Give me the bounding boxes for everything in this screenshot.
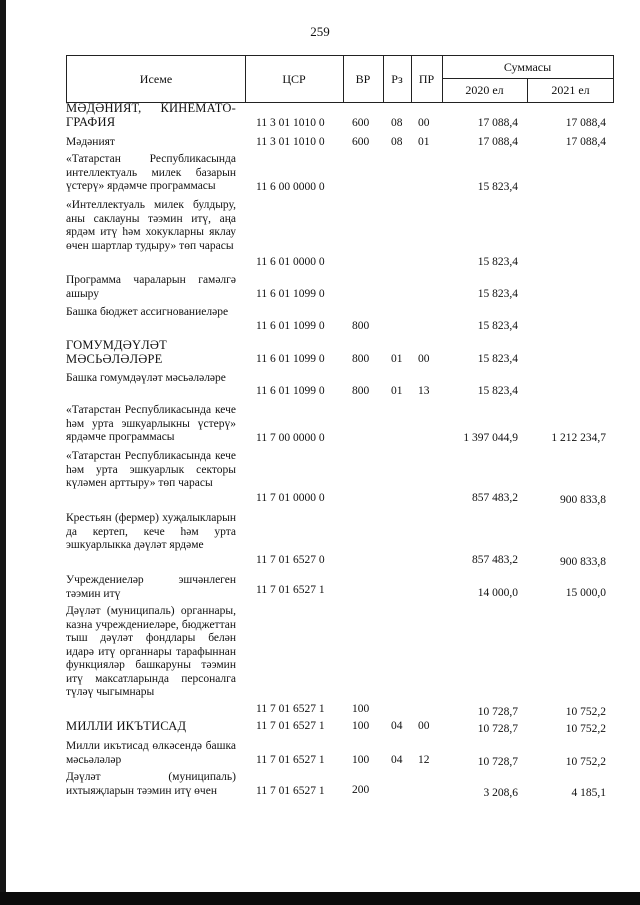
row-pr: 00 xyxy=(418,353,430,365)
row-vr: 800 xyxy=(352,353,370,365)
row-csr: 11 6 01 1099 0 xyxy=(256,320,325,332)
row-name: Учреждениеләр эшчәнлеген тәэмин итү xyxy=(66,574,236,600)
header-rz: Рз xyxy=(383,56,412,102)
row-vr: 100 xyxy=(352,754,370,766)
header-year-2021: 2021 ел xyxy=(551,83,590,97)
page-number: 259 xyxy=(310,24,330,39)
row-sum-2020: 17 088,4 xyxy=(477,136,518,148)
scan-left-edge xyxy=(0,0,6,905)
row-rz: 04 xyxy=(391,754,403,766)
row-name: Программа чараларын гамәлгә ашыру xyxy=(66,274,236,300)
row-pr: 00 xyxy=(418,720,430,732)
header-vr: ВР xyxy=(343,56,384,102)
row-sum-2021: 900 833,8 xyxy=(560,494,606,506)
row-pr: 13 xyxy=(418,385,430,397)
row-name: «Татарстан Республикасында кече һәм урта эшкуарлык секторы күләмен арттыру» төп чарасы xyxy=(66,450,236,489)
row-vr: 800 xyxy=(352,385,370,397)
row-name: «Интеллектуаль милек булдыру, аны саклауны тәэмин итү, аңа ярдәм итү һәм хокукларны яклау өчен шартлар тудыру» төп чарасы xyxy=(66,199,236,252)
row-rz: 04 xyxy=(391,720,403,732)
row-sum-2021: 4 185,1 xyxy=(571,787,606,799)
row-vr: 800 xyxy=(352,320,370,332)
table-header-row xyxy=(67,56,613,103)
row-sum-2020: 15 823,4 xyxy=(477,181,518,193)
budget-table-header xyxy=(66,55,614,103)
row-sum-2020: 857 483,2 xyxy=(472,554,518,566)
row-csr: 11 7 00 0000 0 xyxy=(256,432,325,444)
row-name: МИЛЛИ ИКЪТИСАД xyxy=(66,719,187,733)
row-csr: 11 3 01 1010 0 xyxy=(256,117,325,129)
row-sum-2020: 15 823,4 xyxy=(477,385,518,397)
row-sum-2020: 15 823,4 xyxy=(477,256,518,268)
header-years xyxy=(442,79,613,102)
row-sum-2021: 17 088,4 xyxy=(565,136,606,148)
row-sum-2021: 10 752,2 xyxy=(565,723,606,735)
row-name: Башка гомумдәүләт мәсьәләләре xyxy=(66,372,226,384)
row-sum-2020: 10 728,7 xyxy=(477,723,518,735)
row-name: Крестьян (фермер) хуҗалыкларын да кертеп, кече һәм урта эшкуарлыкка дәүләт ярдәме xyxy=(66,512,236,551)
header-pr: ПР xyxy=(411,56,443,102)
scan-bottom-edge xyxy=(0,892,640,905)
row-sum-2020: 17 088,4 xyxy=(477,117,518,129)
row-name: Башка бюджет ассигнованиеләре xyxy=(66,306,229,318)
row-sum-2020: 15 823,4 xyxy=(477,320,518,332)
header-year-2020: 2020 ел xyxy=(442,79,528,102)
row-pr: 00 xyxy=(418,117,430,129)
row-csr: 11 7 01 6527 1 xyxy=(256,720,325,732)
row-vr: 200 xyxy=(352,784,370,796)
row-csr: 11 7 01 6527 1 xyxy=(256,584,325,596)
row-vr: 100 xyxy=(352,720,370,732)
header-sums-group xyxy=(442,56,613,102)
row-sum-2021: 1 212 234,7 xyxy=(551,432,606,444)
row-sum-2021: 10 752,2 xyxy=(565,756,606,768)
row-csr: 11 6 00 0000 0 xyxy=(256,181,325,193)
row-csr: 11 7 01 0000 0 xyxy=(256,492,325,504)
row-name: Дәүләт (муниципаль) органнары, казна учреждениеләре, бюджеттан тыш дәүләт фондлары белән идарә итү органнары тарафыннан функцияләр башкаруны тәэмин итү максатларында персоналга түләү чыгымнары xyxy=(66,605,236,698)
row-csr: 11 7 01 6527 1 xyxy=(256,785,325,797)
row-vr: 600 xyxy=(352,117,370,129)
row-csr: 11 6 01 0000 0 xyxy=(256,256,325,268)
row-rz: 08 xyxy=(391,136,403,148)
header-name: Исеме xyxy=(67,56,246,102)
row-sum-2021: 17 088,4 xyxy=(565,117,606,129)
row-csr: 11 7 01 6527 1 xyxy=(256,703,325,715)
row-csr: 11 7 01 6527 1 xyxy=(256,754,325,766)
row-pr: 01 xyxy=(418,136,430,148)
row-csr: 11 3 01 1010 0 xyxy=(256,136,325,148)
row-sum-2021: 15 000,0 xyxy=(565,587,606,599)
row-sum-2020: 3 208,6 xyxy=(483,787,518,799)
row-name: «Татарстан Республикасында интеллектуаль милек базарын үстерү» ярдәмче программасы xyxy=(66,153,236,192)
row-rz: 08 xyxy=(391,117,403,129)
row-csr: 11 6 01 1099 0 xyxy=(256,288,325,300)
row-csr: 11 6 01 1099 0 xyxy=(256,385,325,397)
row-sum-2021: 10 752,2 xyxy=(565,706,606,718)
row-name: МӘДӘНИЯТ, КИНЕМАТО-ГРАФИЯ xyxy=(66,101,236,129)
row-sum-2021: 900 833,8 xyxy=(560,556,606,568)
row-rz: 01 xyxy=(391,385,403,397)
row-sum-2020: 10 728,7 xyxy=(477,756,518,768)
header-sums: Суммасы xyxy=(442,56,613,79)
header-csr: ЦСР xyxy=(245,56,344,102)
row-name: Дәүләт (муниципаль) ихтыяҗларын тәэмин итү өчен xyxy=(66,771,236,797)
row-sum-2020: 10 728,7 xyxy=(477,706,518,718)
row-vr: 100 xyxy=(352,703,370,715)
row-csr: 11 7 01 6527 0 xyxy=(256,554,325,566)
row-csr: 11 6 01 1099 0 xyxy=(256,353,325,365)
row-sum-2020: 14 000,0 xyxy=(477,587,518,599)
row-name: Мәдәният xyxy=(66,136,115,148)
row-sum-2020: 857 483,2 xyxy=(472,492,518,504)
row-sum-2020: 1 397 044,9 xyxy=(463,432,518,444)
row-vr: 600 xyxy=(352,136,370,148)
row-sum-2020: 15 823,4 xyxy=(477,288,518,300)
row-rz: 01 xyxy=(391,353,403,365)
row-name: «Татарстан Республикасында кече һәм урта эшкуарлыкны үстерү» ярдәмче программасы xyxy=(66,404,236,443)
row-name: Милли икътисад өлкәсендә башка мәсьәләләр xyxy=(66,740,236,766)
row-pr: 12 xyxy=(418,754,430,766)
row-name: ГОМУМДӘҮЛӘТ МӘСЬӘЛӘЛӘРЕ xyxy=(66,338,167,366)
row-sum-2020: 15 823,4 xyxy=(477,353,518,365)
